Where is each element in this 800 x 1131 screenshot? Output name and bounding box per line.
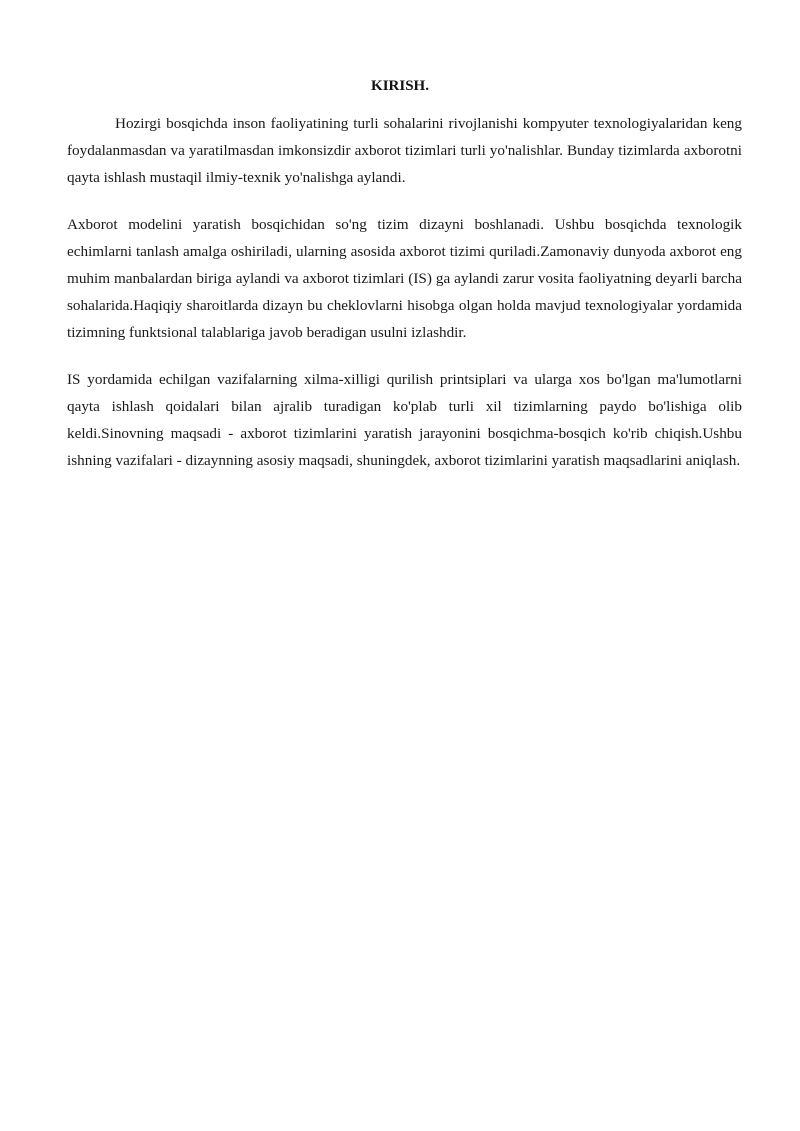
document-title: KIRISH. <box>371 78 429 94</box>
document-body <box>67 110 742 493</box>
paragraph-objectives: IS yordamida echilgan vazifalarning xilma-xilligi qurilish printsiplari va ularga xos bo'lgan ma'lumotlarni qayta ishlash qoidalari bilan ajralib turadigan ko'plab turli xil tizimlarning paydo bo'lishiga olib keldi.Sinovning maqsadi - axborot tizimlarini yaratish jarayonini bosqichma-bosqich ko'rib chiqish.Ushbu ishning vazifalari - dizaynning asosiy maqsadi, shuningdek, axborot tizimlarini yaratish maqsadlarini aniqlash. <box>67 370 742 470</box>
paragraph-system-design: Axborot modelini yaratish bosqichidan so'ng tizim dizayni boshlanadi. Ushbu bosqichda texnologik echimlarni tanlash amalga oshiriladi, ularning asosida axborot tizimi quriladi.Zamonaviy dunyoda axborot eng muhim manbalardan biriga aylandi va axborot tizimlari (IS) ga aylandi zarur vosita faoliyatning deyarli barcha sohalarida.Haqiqiy sharoitlarda dizayn bu cheklovlarni hisobga olgan holda mavjud texnologiyalar yordamida tizimning funktsional talablariga javob beradigan usulni izlashdir. <box>67 215 742 342</box>
paragraph-intro: Hozirgi bosqichda inson faoliyatining turli sohalarini rivojlanishi kompyuter texnologiyalaridan keng foydalanmasdan va yaratilmasdan imkonsizdir axborot tizimlari turli yo'nalishlar. Bunday tizimlarda axborotni qayta ishlash mustaqil ilmiy-texnik yo'nalishga aylandi. <box>67 115 742 187</box>
